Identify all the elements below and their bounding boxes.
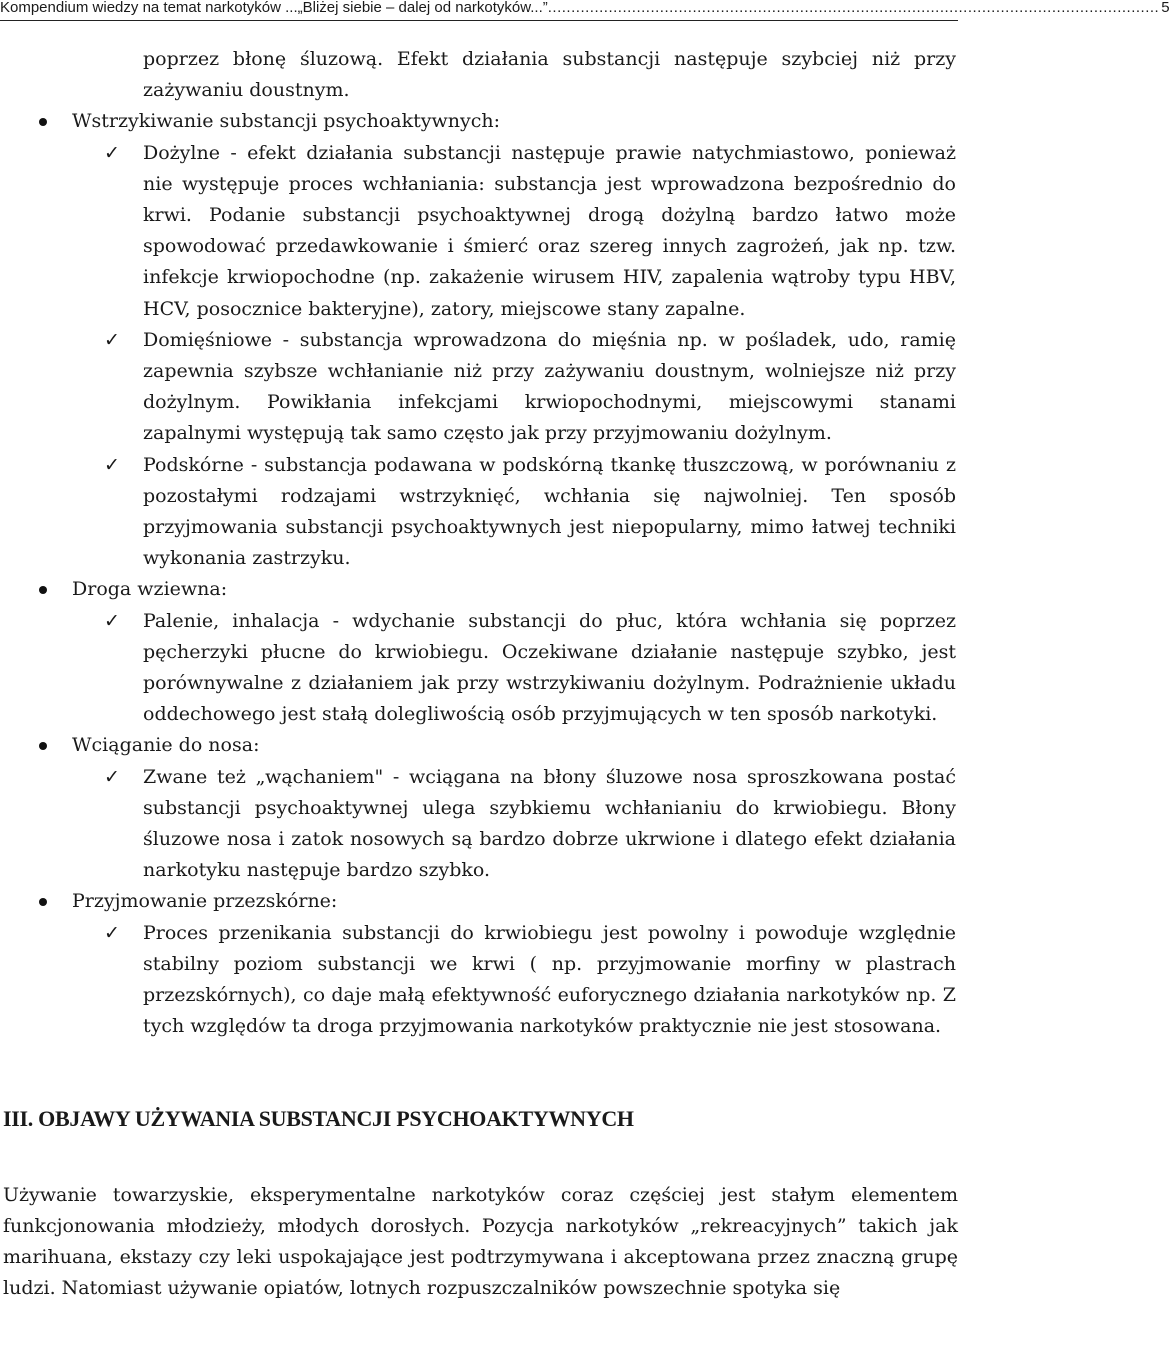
- term-transdermal: Przyjmowanie przezskórne: [72, 890, 331, 913]
- term-rest: :: [330, 890, 338, 913]
- sublist-item-smoking: [0, 606, 960, 731]
- term-snorting: Wciąganie do nosa: [72, 734, 254, 757]
- checkmark-icon: ✓: [104, 609, 120, 632]
- checkmark-icon: ✓: [104, 765, 120, 788]
- list-item-injection: [0, 106, 960, 137]
- term-rest: :: [220, 578, 228, 601]
- intro-continuation: poprzez błonę śluzową. Efekt działania substancji następuje szybciej niż przy zażywaniu doustnym.: [143, 48, 956, 102]
- sublist-item-subcutaneous: [0, 450, 960, 575]
- bullet-icon: [39, 742, 47, 750]
- closing-paragraph: Używanie towarzyskie, eksperymentalne narkotyków coraz częściej jest stałym elementem funkcjonowania młodzieży, młodych dorosłych. Pozycja narkotyków „rekreacyjnych” takich jak marihuana, ekstazy czy leki uspokajające jest podtrzymywana i akceptowana przez znaczną grupę ludzi. Natomiast używanie opiatów, lotnych rozpuszczalników powszechnie spotyka się: [3, 1183, 958, 1299]
- checkmark-icon: ✓: [104, 141, 120, 164]
- header-title: Kompendium wiedzy na temat narkotyków ...„Bliżej siebie – dalej od narkotyków...”: [0, 0, 548, 16]
- page-number: 5: [1161, 0, 1170, 16]
- list-item-inhalation: [0, 574, 960, 605]
- sublist-item-intravenous: [0, 138, 960, 325]
- document-body: [0, 44, 960, 1304]
- header-leader-dots: ...................................................................................................................................: [547, 0, 1160, 16]
- sublist-text: Zwane też „wąchaniem" - wciągana na błony śluzowe nosa sproszkowana postać substancji psychoaktywnej ulega szybkiemu wchłanianiu do krwiobiegu. Błony śluzowe nosa i zatok nosowych są bardzo dobrze ukrwione i dlatego efekt działania narkotyku następuje bardzo szybko.: [143, 765, 956, 882]
- bullet-icon: [39, 118, 47, 126]
- sublist-item-patches: [0, 918, 960, 1043]
- term-prefix: Droga: [72, 578, 138, 601]
- checkmark-icon: ✓: [104, 453, 120, 476]
- list-item-snorting: [0, 730, 960, 761]
- sublist-item-sniffing: [0, 762, 960, 887]
- sublist-text: Domięśniowe - substancja wprowadzona do mięśnia np. w pośladek, udo, ramię zapewnia szybsze wchłanianie niż przy zażywaniu doustnym, wolniejsze niż przy dożylnym. Powikłania infekcjami krwiopochodnymi, miejscowymi stanami zapalnymi występują tak samo często jak przy przyjmowaniu dożylnym.: [143, 328, 956, 445]
- checkmark-icon: ✓: [104, 921, 120, 944]
- sublist-text: Palenie, inhalacja - wdychanie substancji do płuc, która wchłania się poprzez pęcherzyki płucne do krwiobiegu. Oczekiwane działanie następuje szybko, jest porównywalne z działaniem jak przy wstrzykiwaniu dożylnym. Podrażnienie układu oddechowego jest stałą dolegliwością osób przyjmujących w ten sposób narkotyki.: [143, 609, 956, 726]
- sublist-text: Proces przenikania substancji do krwiobiegu jest powolny i powoduje względnie stabilny poziom substancji we krwi ( np. przyjmowanie morfiny w plastrach przezskórnych), co daje małą efektywność euforycznego działania narkotyków np. Z tych względów ta droga przyjmowania narkotyków praktycznie nie jest stosowana.: [143, 921, 956, 1038]
- term-rest: e substancji psychoaktywnych:: [202, 110, 500, 133]
- sublist-text: Dożylne - efekt działania substancji następuje prawie natychmiastowo, ponieważ nie występuje proces wchłaniania: substancja jest wprowadzona bezpośrednio do krwi. Podanie substancji psychoaktywnej drogą dożylną bardzo łatwo może spowodować przedawkowanie i śmierć oraz szereg innych zagrożeń, jak np. tzw. infekcje krwiopochodne (np. zakażenie wirusem HIV, zapalenia wątroby typu HBV, HCV, posocznice bakteryjne), zatory, miejscowe stany zapalne.: [143, 141, 956, 320]
- term-inhalation: wziewna: [137, 578, 221, 601]
- term-injection: Wstrzykiwani: [72, 110, 203, 133]
- term-rest: :: [253, 734, 260, 757]
- sublist-text: Podskórne - substancja podawana w podskórną tkankę tłuszczową, w porównaniu z pozostałymi rodzajami wstrzyknięć, wchłania się najwolniej. Ten sposób przyjmowania substancji psychoaktywnych jest niepopularny, mimo łatwej techniki wykonania zastrzyku.: [143, 453, 956, 570]
- sublist-item-intramuscular: [0, 325, 960, 450]
- list-item-transdermal: [0, 886, 960, 917]
- section-heading: III. OBJAWY UŻYWANIA SUBSTANCJI PSYCHOAKTYWNYCH: [3, 1105, 634, 1131]
- bullet-icon: [39, 898, 47, 906]
- checkmark-icon: ✓: [104, 328, 120, 351]
- bullet-icon: [39, 586, 47, 594]
- running-header: [0, 0, 1170, 21]
